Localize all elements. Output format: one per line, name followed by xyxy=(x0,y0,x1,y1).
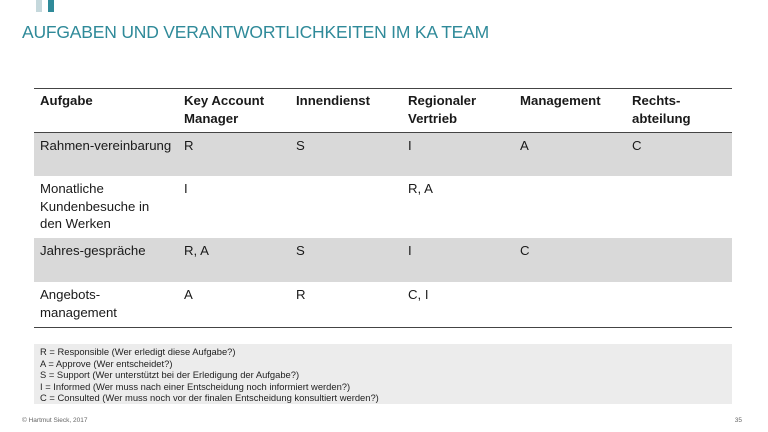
accent-block-dark xyxy=(48,0,54,12)
legend-item-informed: I = Informed (Wer muss nach einer Entscheidung noch informiert werden?) xyxy=(40,380,351,392)
header-rechtsabteilung: Rechts-abteilung xyxy=(626,89,732,133)
legend-item-consulted: C = Consulted (Wer muss noch vor der finalen Entscheidung konsultiert werden?) xyxy=(40,392,379,404)
raci-cell xyxy=(290,176,402,238)
header-management: Management xyxy=(514,89,626,133)
raci-cell: I xyxy=(402,133,514,177)
slide-title: AUFGABEN UND VERANTWORTLICHKEITEN IM KA TEAM xyxy=(22,22,490,42)
table-header-row xyxy=(34,89,732,133)
raci-cell: A xyxy=(178,282,290,328)
raci-legend xyxy=(34,344,732,404)
header-innendienst: Innendienst xyxy=(290,89,402,133)
raci-cell: S xyxy=(290,133,402,177)
table-row xyxy=(34,176,732,238)
footer-page-number: 35 xyxy=(734,417,742,424)
legend-item-responsible: R = Responsible (Wer erledigt diese Aufgabe?) xyxy=(40,346,236,357)
raci-cell xyxy=(514,282,626,328)
raci-cell: R xyxy=(178,133,290,177)
raci-cell xyxy=(626,238,732,282)
table-row xyxy=(34,133,732,177)
raci-cell xyxy=(626,176,732,238)
task-cell: Angebots-management xyxy=(34,282,178,328)
raci-cell: C xyxy=(514,238,626,282)
raci-cell: I xyxy=(184,181,188,196)
raci-cell: R, A xyxy=(408,181,433,196)
raci-cell: C, I xyxy=(402,282,514,328)
raci-cell xyxy=(626,282,732,328)
accent-block-light xyxy=(36,0,42,12)
raci-cell: C xyxy=(626,133,732,177)
raci-table xyxy=(34,88,732,328)
header-regionaler-vertrieb: Regionaler Vertrieb xyxy=(402,89,514,133)
header-key-account-manager: Key Account Manager xyxy=(178,89,290,133)
legend-item-support: S = Support (Wer unterstützt bei der Erledigung der Aufgabe?) xyxy=(40,369,300,381)
raci-cell: I xyxy=(402,238,514,282)
raci-cell xyxy=(514,176,626,238)
table-row xyxy=(34,238,732,282)
legend-item-approve: A = Approve (Wer entscheidet?) xyxy=(40,357,173,369)
task-cell: Monatliche Kundenbesuche in den Werken xyxy=(40,181,150,231)
task-cell: Rahmen-vereinbarung xyxy=(34,133,178,177)
table-row xyxy=(34,282,732,328)
raci-cell: S xyxy=(290,238,402,282)
raci-cell: R xyxy=(290,282,402,328)
top-accent-bar xyxy=(36,0,62,12)
raci-cell: R, A xyxy=(178,238,290,282)
task-cell: Jahres-gespräche xyxy=(34,238,178,282)
footer-copyright: © Hartmut Sieck, 2017 xyxy=(22,417,88,424)
header-aufgabe: Aufgabe xyxy=(34,89,178,133)
raci-cell: A xyxy=(514,133,626,177)
